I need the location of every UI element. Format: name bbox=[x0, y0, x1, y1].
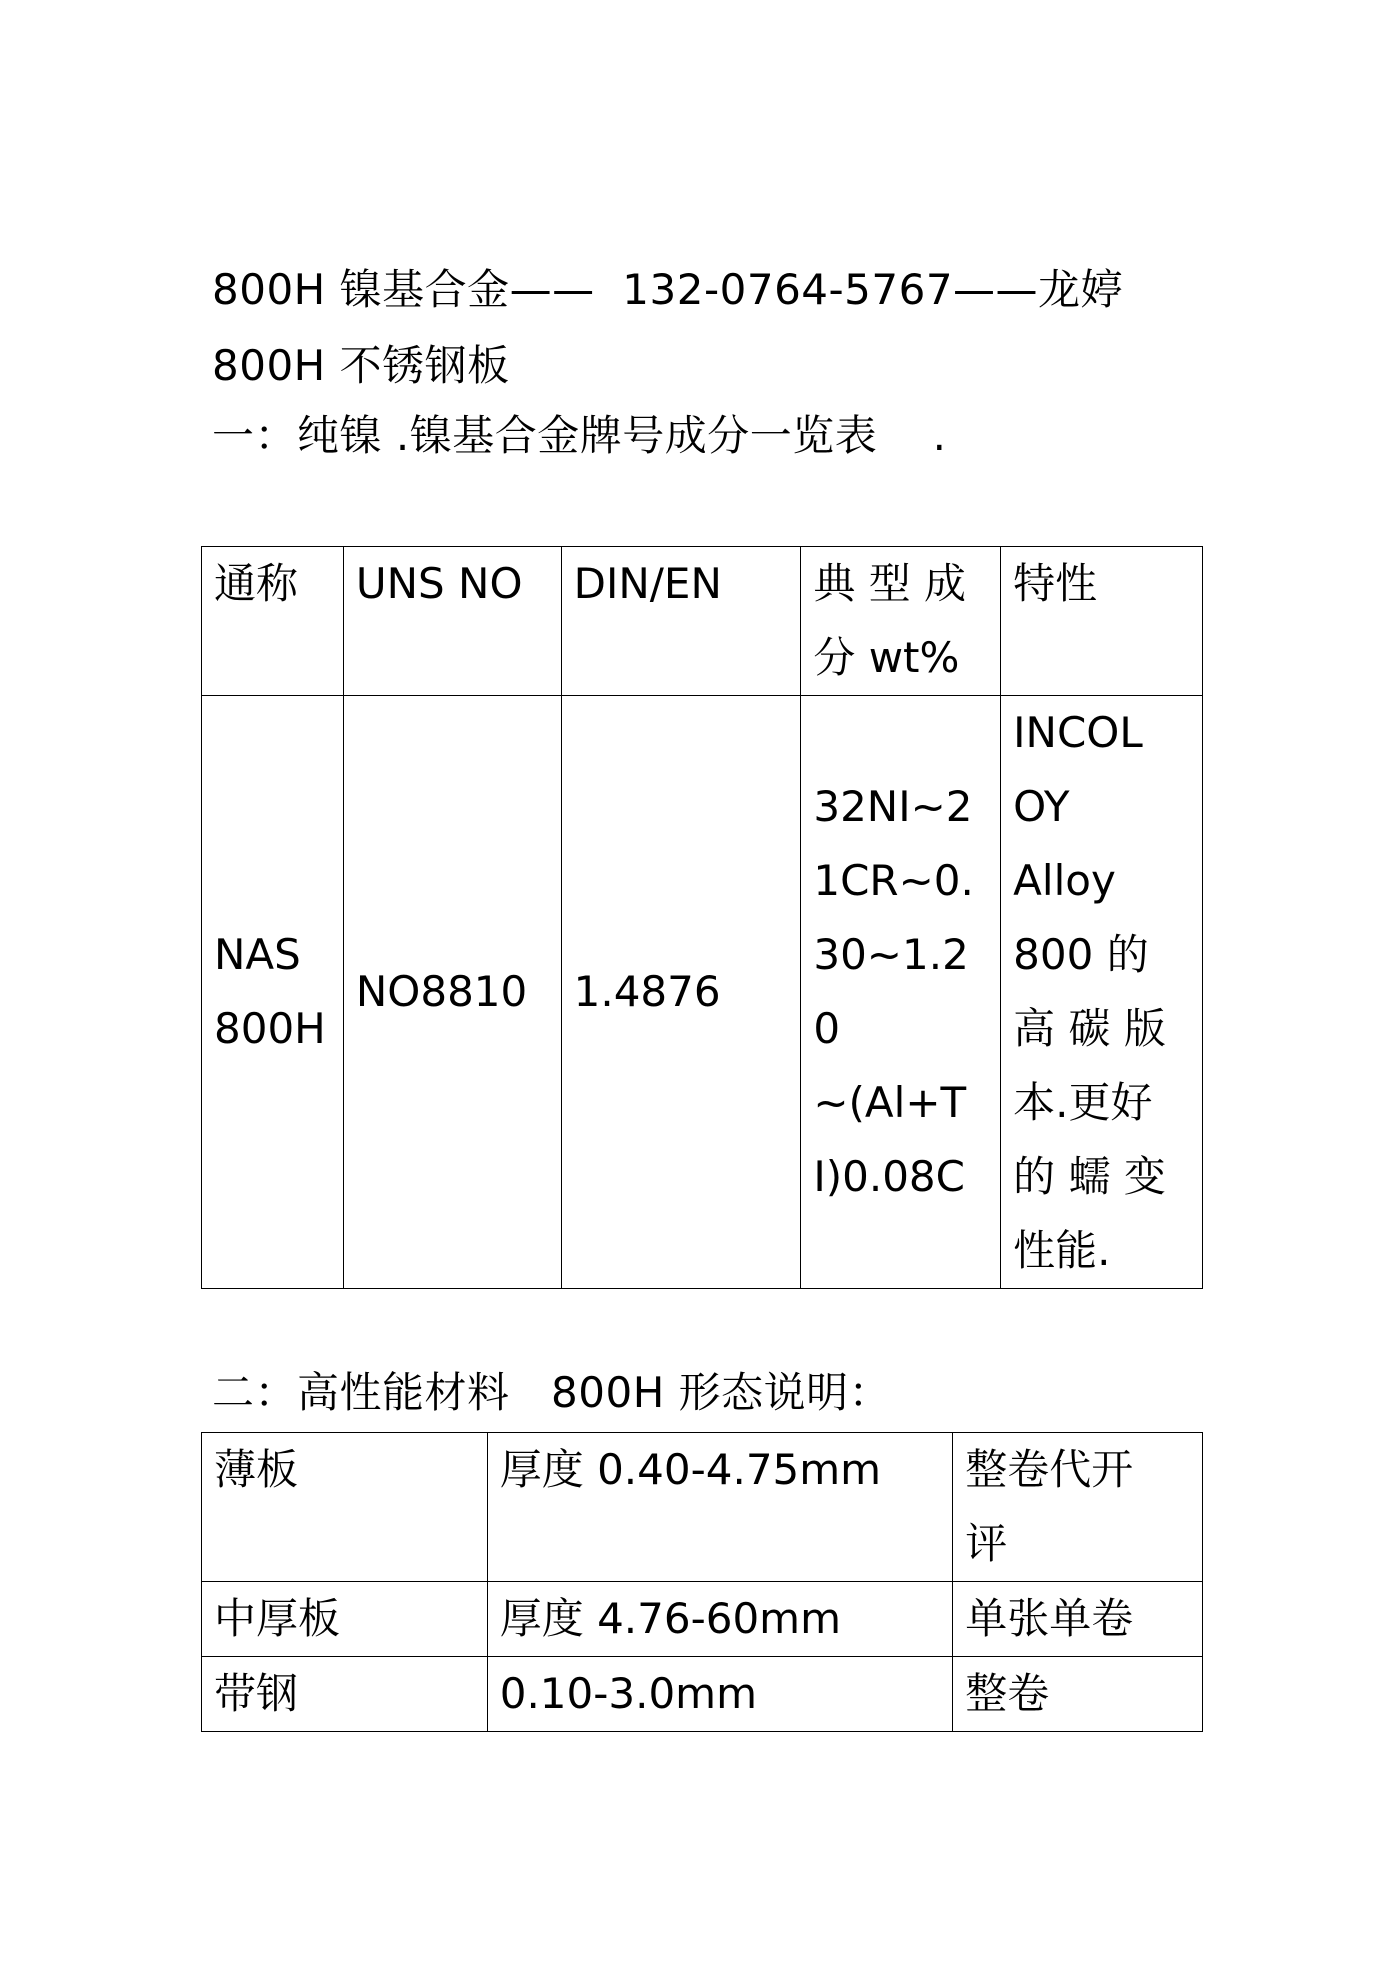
cell-spec: 0.10-3.0mm bbox=[487, 1657, 953, 1732]
table-row bbox=[202, 1582, 1203, 1657]
cell-name: NAS 800H bbox=[202, 696, 344, 1289]
table-row bbox=[202, 1657, 1203, 1732]
title-line: 800H 镍基合金—— 132-0764-5767——龙婷 bbox=[212, 265, 1124, 314]
cell-form: 薄板 bbox=[202, 1433, 488, 1582]
cell-uns: NO8810 bbox=[343, 696, 561, 1289]
cell-spec: 厚度 0.40-4.75mm bbox=[487, 1433, 953, 1582]
table-row bbox=[202, 1433, 1203, 1582]
cell-feature: INCOL OY Alloy 800 的 高 碳 版 本.更好 的 蠕 变 性能. bbox=[1001, 696, 1203, 1289]
cell-din: 1.4876 bbox=[561, 696, 801, 1289]
section1-title: 一：纯镍 .镍基合金牌号成分一览表 . bbox=[212, 411, 947, 460]
cell-supply: 整卷代开 评 bbox=[953, 1433, 1203, 1582]
header-cell-feature: 特性 bbox=[1001, 547, 1203, 696]
cell-supply: 整卷 bbox=[953, 1657, 1203, 1732]
header-cell-uns: UNS NO bbox=[343, 547, 561, 696]
cell-spec: 厚度 4.76-60mm bbox=[487, 1582, 953, 1657]
table-row bbox=[202, 696, 1203, 1289]
header-cell-name: 通称 bbox=[202, 547, 344, 696]
cell-form: 带钢 bbox=[202, 1657, 488, 1732]
table-header-row bbox=[202, 547, 1203, 696]
cell-composition: 32NI~2 1CR~0. 30~1.20 ~(Al+T I)0.08C bbox=[801, 696, 1001, 1289]
product-form-table bbox=[201, 1432, 1203, 1732]
section2-title: 二：高性能材料 800H 形态说明： bbox=[212, 1368, 892, 1417]
subtitle-line: 800H 不锈钢板 bbox=[212, 341, 510, 390]
header-cell-din: DIN/EN bbox=[561, 547, 801, 696]
cell-supply: 单张单卷 bbox=[953, 1582, 1203, 1657]
alloy-grade-table bbox=[201, 546, 1203, 1289]
header-cell-composition: 典 型 成 分 wt% bbox=[801, 547, 1001, 696]
cell-form: 中厚板 bbox=[202, 1582, 488, 1657]
